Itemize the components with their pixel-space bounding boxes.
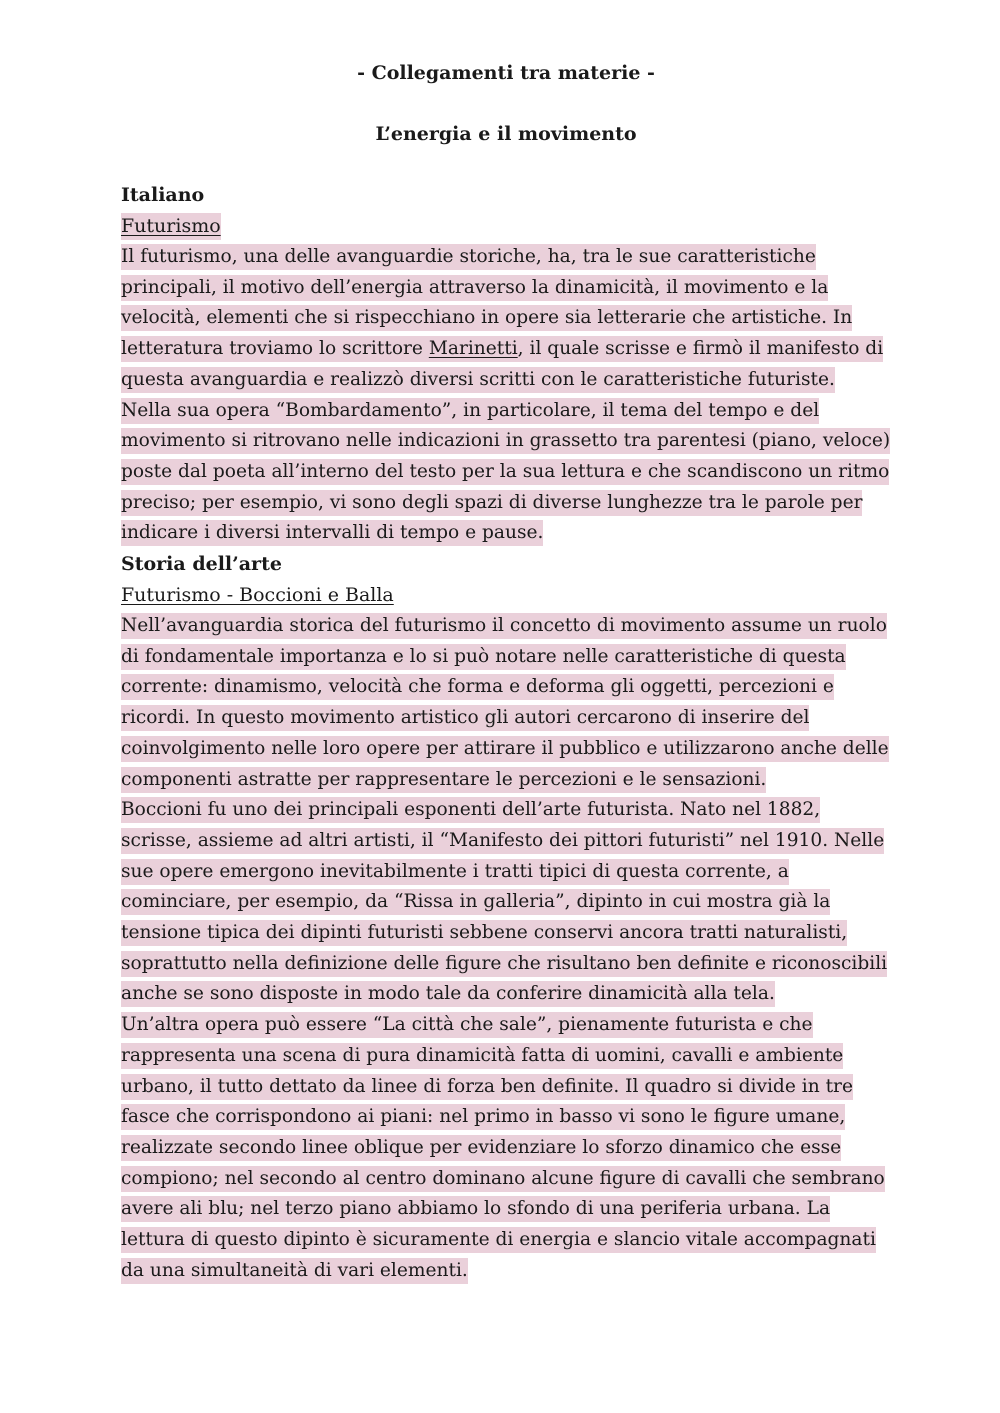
document-subtitle: L’energia e il movimento xyxy=(375,123,637,145)
section-heading-italiano: Italiano xyxy=(121,184,205,206)
paragraph-futurismo-movimento xyxy=(121,611,891,795)
topic-heading-futurismo-text: Futurismo xyxy=(121,213,221,240)
paragraph-italiano-part-2: , il quale scrisse e firmò il manifesto di questa avanguardia e realizzò diversi scritti con le caratteristiche futuriste. Nella sua opera “Bombardamento”, in particolare, il tema del tempo e del movimento si ritrovano nelle indicazioni in grassetto tra parentesi (piano, veloce) poste dal poeta all’interno del testo per la sua lettura e che scandiscono un ritmo preciso; per esempio, vi sono degli spazi di diverse lunghezze tra le parole per indicare i diversi intervalli di tempo e pause. xyxy=(121,336,890,546)
topic-heading-boccioni-balla xyxy=(121,580,891,611)
paragraph-boccioni-text: Boccioni fu uno dei principali esponenti dell’arte futurista. Nato nel 1882, scrisse, assieme ad altri artisti, il “Manifesto dei pittori futuristi” nel 1910. Nelle sue opere emergono inevitabilmente i tratti tipici di questa corrente, a cominciare, per esempio, da “Rissa in galleria”, dipinto in cui mostra già la tensione tipica dei dipinti futuristi sebbene conservi ancora tratti naturalisti, soprattutto nella definizione delle figure che risultano ben definite e riconoscibili anche se sono disposte in modo tale da conferire dinamicità alla tela. xyxy=(121,797,887,1007)
paragraph-boccioni xyxy=(121,795,891,1010)
paragraph-italiano-part-1: Il futurismo, una delle avanguardie storiche, ha, tra le sue caratteristiche principali, il motivo dell’energia attraverso la dinamicità, il movimento e la velocità, elementi che si rispecchiano in opere sia letterarie che artistiche. In letteratura troviamo lo scrittore xyxy=(121,244,852,362)
section-storia-arte xyxy=(121,549,891,1286)
paragraph-citta-che-sale xyxy=(121,1010,891,1286)
section-heading-storia-arte: Storia dell’arte xyxy=(121,553,282,576)
section-italiano xyxy=(121,180,891,549)
topic-heading-boccioni-balla-text: Futurismo - Boccioni e Balla xyxy=(121,584,394,607)
document-page xyxy=(121,58,891,1287)
document-title: - Collegamenti tra materie - xyxy=(357,62,655,84)
paragraph-futurismo-movimento-text: Nell’avanguardia storica del futurismo il concetto di movimento assume un ruolo di fondamentale importanza e lo si può notare nelle caratteristiche di questa corrente: dinamismo, velocità che forma e deforma gli oggetti, percezioni e ricordi. In questo movimento artistico gli autori cercarono di inserire del coinvolgimento nelle loro opere per attirare il pubblico e utilizzarono anche delle componenti astratte per rappresentare le percezioni e le sensazioni. xyxy=(121,613,889,793)
paragraph-italiano xyxy=(121,242,891,549)
topic-heading-futurismo xyxy=(121,211,891,242)
paragraph-citta-che-sale-text: Un’altra opera può essere “La città che sale”, pienamente futurista e che rappresenta una scena di pura dinamicità fatta di uomini, cavalli e ambiente urbano, il tutto dettato da linee di forza ben definite. Il quadro si divide in tre fasce che corrispondono ai piani: nel primo in basso vi sono le figure umane, realizzate secondo linee oblique per evidenziare lo sforzo dinamico che esse compiono; nel secondo al centro dominano alcune figure di cavalli che sembrano avere ali blu; nel terzo piano abbiamo lo sfondo di una periferia urbana. La lettura di questo dipinto è sicuramente di energia e slancio vitale accompagnati da una simultaneità di vari elementi. xyxy=(121,1012,885,1284)
marinetti-link[interactable]: Marinetti xyxy=(429,336,518,362)
